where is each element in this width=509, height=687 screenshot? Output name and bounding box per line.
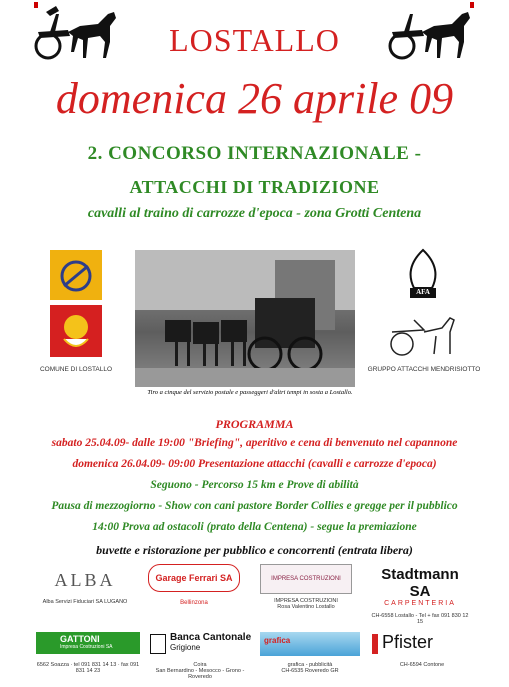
carriage-sketch-icon xyxy=(384,310,464,358)
orange-emblem-logo xyxy=(50,250,102,300)
program-footer: buvette e ristorazione per pubblico e concorrenti (entrata libera) xyxy=(96,543,413,557)
stadtmann-sub: CARPENTERIA xyxy=(384,600,456,607)
program-line-3: Seguono - Percorso 15 km e Prove di abilità xyxy=(150,479,359,491)
pfister-logo-text: Pfister xyxy=(382,632,434,652)
program-heading: PROGRAMMA xyxy=(215,417,294,431)
gattoni-caption: 6562 Soazza · tel 091 831 14 13 · fax 091 831 14 23 xyxy=(36,662,140,674)
impresa-logo-text: IMPRESA COSTRUZIONI xyxy=(260,564,352,594)
sponsor-impresa xyxy=(260,564,352,610)
program-line-4: Pausa di mezzogiorno - Show con cani pastore Border Collies e gregge per il pubblico xyxy=(51,500,458,512)
contest-title-line1: 2. CONCORSO INTERNAZIONALE - xyxy=(87,143,422,164)
sponsor-garage-ferrari xyxy=(148,564,240,606)
coat-of-arms-logo xyxy=(50,305,102,357)
town-title: LOSTALLO xyxy=(169,22,340,58)
stadtmann-logo-text: Stadtmann SA xyxy=(381,566,459,600)
pfister-caption: CH-6594 Contone xyxy=(399,662,445,668)
grafica-caption: grafica - pubblicità CH-6535 Roveredo GR xyxy=(281,662,339,674)
horseshoe-icon xyxy=(50,250,102,300)
historic-carriage-photo xyxy=(135,250,355,387)
alba-logo-text: ALBA xyxy=(54,570,116,590)
banca-logo-text: Banca Cantonale xyxy=(170,632,252,643)
ferrari-caption: Bellinzona xyxy=(180,600,208,606)
sponsor-pfister xyxy=(372,632,472,668)
lion-crest-icon xyxy=(50,305,102,357)
event-subtitle: cavalli al traino di carrozze d'epoca - zona Grotti Centena xyxy=(87,206,422,221)
sponsor-stadtmann xyxy=(370,566,470,625)
comune-label: COMUNE DI LOSTALLO xyxy=(39,366,113,373)
gattoni-sub: Impresa Costruzioni SA xyxy=(60,644,113,650)
afa-text: AFA xyxy=(416,288,430,296)
event-date: domenica 26 aprile 09 xyxy=(55,74,454,123)
impresa-caption: IMPRESA COSTRUZIONI Rosa Valentino Lostallo xyxy=(274,598,338,610)
program-line-5: 14:00 Prova ad ostacoli (prato della Centena) - segue la premiazione xyxy=(92,521,417,533)
sponsor-gattoni xyxy=(36,632,140,674)
sponsor-alba xyxy=(40,570,130,605)
ferrari-logo-text: Garage Ferrari SA xyxy=(148,564,240,592)
stagecoach-photo-art xyxy=(135,250,355,387)
banca-logo xyxy=(148,632,252,656)
photo-caption: Tiro a cinque del servizio postale e passeggeri d'altri tempi in sosta a Lostallo. xyxy=(147,389,353,396)
sponsor-grafica xyxy=(260,632,360,674)
banca-sub: Grigione xyxy=(170,643,201,652)
grafica-logo-text: grafica xyxy=(264,636,291,645)
sponsor-banca-cantonale xyxy=(148,632,252,680)
contest-title-line2: ATTACCHI DI TRADIZIONE xyxy=(129,177,380,197)
banca-caption: Coira San Bernardino - Mesocco - Grono - Roveredo xyxy=(155,662,245,680)
gattoni-logo-text: GATTONI xyxy=(60,634,100,644)
alba-caption: Alba Servizi Fiduciari SA LUGANO xyxy=(42,599,128,605)
grafica-logo xyxy=(260,632,360,656)
pfister-logo xyxy=(372,632,472,656)
afa-logo xyxy=(400,248,446,300)
gruppo-label: GRUPPO ATTACCHI MENDRISIOTTO xyxy=(367,366,481,373)
gattoni-logo xyxy=(36,632,140,654)
pfister-red-bar xyxy=(372,634,378,654)
shield-icon xyxy=(150,634,166,654)
program-line-2: domenica 26.04.09- 09:00 Presentazione attacchi (cavalli e carrozze d'epoca) xyxy=(72,458,437,470)
stadtmann-caption: CH-6558 Lostallo - Tel + fax 091 830 12 15 xyxy=(371,613,469,625)
program-line-1: sabato 25.04.09- dalle 19:00 "Briefing", aperitivo e cena di benvenuto nel capannone xyxy=(51,437,458,449)
